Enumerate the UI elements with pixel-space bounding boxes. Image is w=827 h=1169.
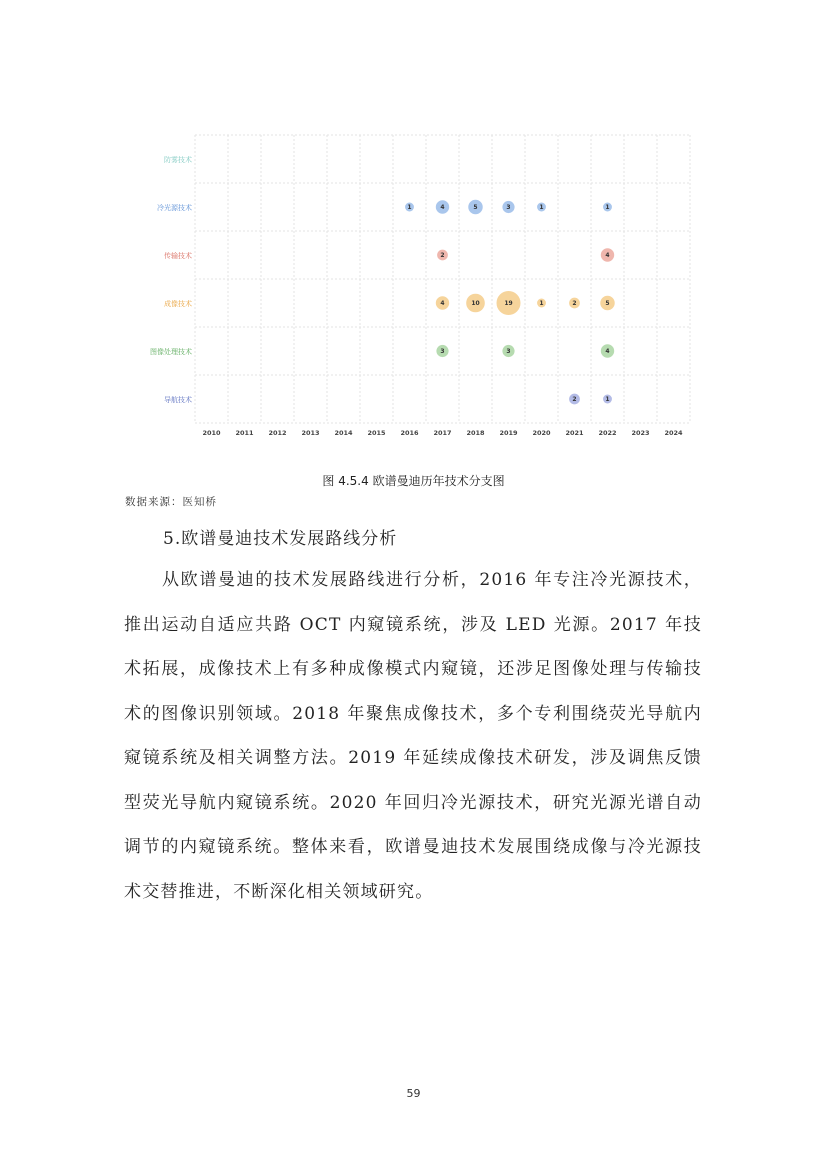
y-category-label: 防雾技术 (164, 156, 192, 164)
data-label: 1 (605, 396, 610, 404)
data-label: 3 (506, 348, 511, 356)
x-tick-label: 2013 (301, 429, 320, 437)
data-label: 5 (473, 204, 478, 212)
x-tick-label: 2019 (499, 429, 518, 437)
data-label: 19 (504, 300, 513, 308)
data-label: 1 (539, 300, 544, 308)
x-tick-label: 2010 (202, 429, 221, 437)
chart-svg (130, 130, 700, 440)
data-label: 10 (471, 300, 480, 308)
data-label: 5 (605, 300, 610, 308)
section-heading: 5.欧谱曼迪技术发展路线分析 (163, 529, 398, 549)
x-tick-label: 2020 (532, 429, 551, 437)
x-tick-label: 2014 (334, 429, 353, 437)
x-tick-label: 2011 (235, 429, 254, 437)
x-tick-label: 2023 (631, 429, 650, 437)
data-label: 3 (440, 348, 445, 356)
data-label: 1 (539, 204, 544, 212)
x-tick-label: 2021 (565, 429, 584, 437)
data-label: 2 (572, 396, 577, 404)
data-label: 4 (605, 252, 610, 260)
y-category-label: 成像技术 (164, 300, 192, 308)
x-tick-label: 2018 (466, 429, 485, 437)
y-category-label: 图像处理技术 (150, 348, 192, 356)
data-label: 1 (605, 204, 610, 212)
page-number: 59 (406, 1087, 421, 1100)
x-tick-label: 2012 (268, 429, 287, 437)
x-tick-label: 2022 (598, 429, 617, 437)
x-tick-label: 2015 (367, 429, 386, 437)
x-tick-label: 2016 (400, 429, 419, 437)
y-category-label: 导航技术 (164, 396, 192, 404)
tech-branch-bubble-chart (130, 130, 700, 440)
data-label: 4 (605, 348, 610, 356)
data-label: 2 (572, 300, 577, 308)
data-label: 1 (407, 204, 412, 212)
data-label: 4 (440, 300, 445, 308)
x-tick-label: 2024 (664, 429, 683, 437)
x-tick-label: 2017 (433, 429, 452, 437)
y-category-label: 传输技术 (164, 252, 192, 260)
data-source-note: 数据来源：医知桥 (125, 496, 217, 508)
section-paragraph: 从欧谱曼迪的技术发展路线进行分析，2016 年专注冷光源技术，推出运动自适应共路 OCT 内窥镜系统，涉及 LED 光源。2017 年技术拓展，成像技术上有多种成像模式内窥镜，还涉足图像处理与传输技术的图像识别领域。2018 年聚焦成像技术，多个专利围绕荧光导航内窥镜系统及相关调整方法。2019 年延续成像技术研发，涉及调焦反馈型荧光导航内窥镜系统。2020 年回归冷光源技术，研究光源光谱自动调节的内窥镜系统。整体来看，欧谱曼迪技术发展围绕成像与冷光源技术交替推进，不断深化相关领域研究。 (124, 570, 702, 902)
data-label: 4 (440, 204, 445, 212)
data-label: 2 (440, 252, 445, 260)
data-label: 3 (506, 204, 511, 212)
figure-caption: 图 4.5.4 欧谱曼迪历年技术分支图 (322, 474, 505, 488)
y-category-label: 冷光源技术 (157, 204, 192, 212)
